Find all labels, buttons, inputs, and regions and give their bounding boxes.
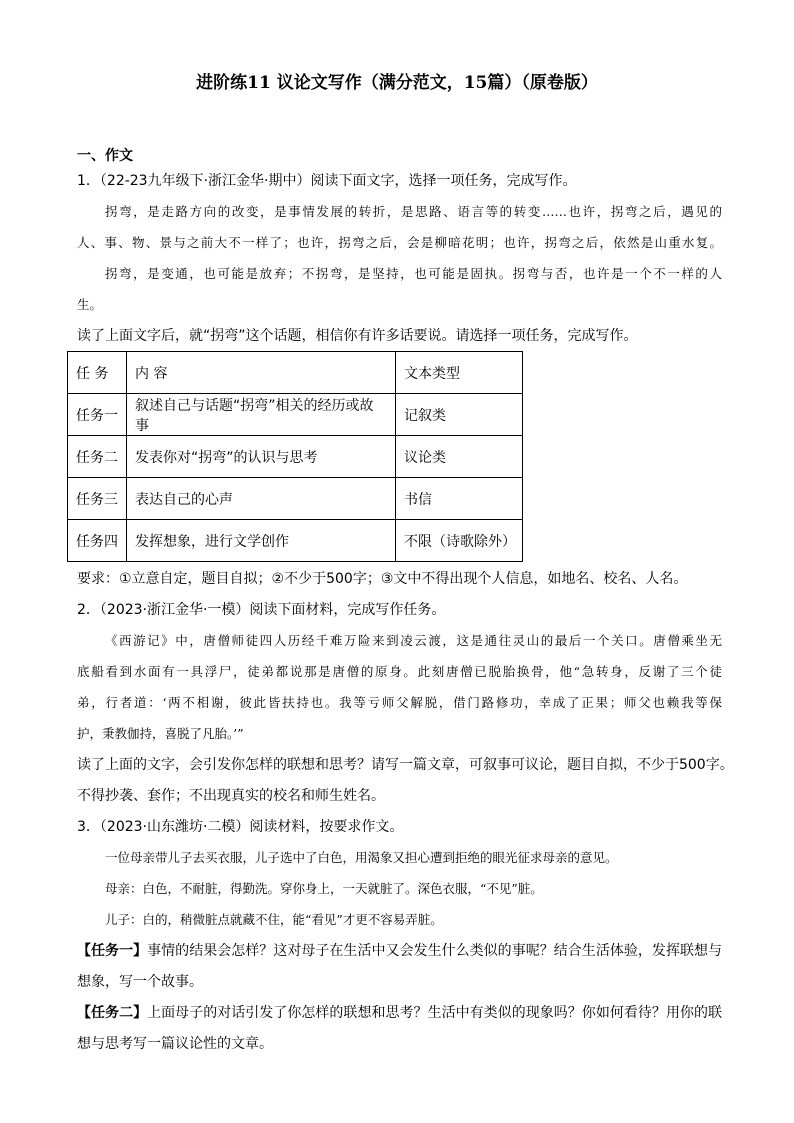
task-2-line	[77, 1003, 722, 1023]
table-cell: 表达自己的心声	[127, 478, 396, 520]
task-1-text: 事情的结果会怎样？这对母子在生活中又会发生什么类似的事呢？结合生活体验，发挥联想与	[147, 943, 723, 959]
table-cell: 不限（诗歌除外）	[396, 520, 523, 562]
table-header-row	[68, 352, 523, 394]
question-3-stem: 3．（2023·山东潍坊·二模）阅读材料，按要求作文。	[77, 819, 404, 835]
question-2-prompt: 不得抄袭、套作；不出现真实的校名和师生姓名。	[77, 788, 385, 804]
question-2-stem: 2．（2023·浙江金华·一模）阅读下面材料，完成写作任务。	[77, 602, 446, 618]
table-header-cell: 内 容	[127, 352, 396, 394]
table-cell: 议论类	[396, 436, 523, 478]
table-row	[68, 394, 523, 436]
table-header-cell: 文本类型	[396, 352, 523, 394]
q2-passage-line: 弟，行者道：‘两不相谢，彼此皆扶持也。我等亏师父解脱，借门路修功，幸成了正果；师父也赖我等保	[77, 695, 722, 710]
table-row	[68, 436, 523, 478]
q1-passage-line: 拐弯，是变通，也可能是放弃；不拐弯，是坚持，也可能是固执。拐弯与否，也许是一个不一样的人	[105, 266, 722, 281]
table-cell: 书信	[396, 478, 523, 520]
table-row	[68, 478, 523, 520]
section-heading: 一、作文	[77, 148, 133, 164]
question-1-stem: 1．（22-23九年级下·浙江金华·期中）阅读下面文字，选择一项任务，完成写作。	[77, 173, 577, 189]
table-cell: 任务四	[68, 520, 127, 562]
question-1-requirement: 要求：①立意自定，题目自拟；②不少于500字；③文中不得出现个人信息，如地名、校名、人名。	[77, 571, 688, 587]
q3-passage-line: 儿子：白的，稍微脏点就藏不住，能“看见”才更不容易弄脏。	[105, 912, 443, 927]
question-1-prompt: 读了上面文字后，就“拐弯”这个话题，相信你有许多话要说。请选择一项任务，完成写作。	[77, 328, 638, 344]
table-cell: 发表你对“拐弯”的认识与思考	[127, 436, 396, 478]
question-2-prompt: 读了上面的文字，会引发你怎样的联想和思考？请写一篇文章，可叙事可议论，题目自拟，不少于500字。	[77, 757, 734, 773]
task-1-label: 【任务一】	[77, 943, 148, 959]
q1-passage-line: 生。	[77, 297, 103, 312]
task-2-text: 上面母子的对话引发了你怎样的联想和思考？生活中有类似的现象吗？你如何看待？用你的联	[147, 1005, 723, 1021]
task-1-line	[77, 941, 722, 961]
table-row	[68, 520, 523, 562]
table-cell: 任务二	[68, 436, 127, 478]
table-cell: 发挥想象，进行文学创作	[127, 520, 396, 562]
table-cell: 任务一	[68, 394, 127, 436]
task-table	[67, 351, 523, 562]
q3-passage-line: 母亲：白色，不耐脏，得勤洗。穿你身上，一天就脏了。深色衣服，“不见”脏。	[105, 881, 543, 896]
task-2-label: 【任务二】	[77, 1005, 148, 1021]
task-2-text: 想与思考写一篇议论性的文章。	[77, 1036, 273, 1052]
task-1-text: 想象，写一个故事。	[77, 974, 203, 990]
page-title: 进阶练11 议论文写作（满分范文，15篇）（原卷版）	[196, 73, 598, 93]
table-cell: 任务三	[68, 478, 127, 520]
table-cell: 叙述自己与话题“拐弯”相关的经历或故事	[127, 394, 396, 436]
q2-passage-line: 护，秉教伽持，喜脱了凡胎。’”	[77, 726, 244, 741]
q1-passage-line: 人、事、物、景与之前大不一样了；也许，拐弯之后，会是柳暗花明；也许，拐弯之后，依然是山重水复。	[77, 235, 722, 250]
q2-passage-line: 《西游记》中，唐僧师徒四人历经千难万险来到凌云渡，这是通往灵山的最后一个关口。唐僧乘坐无	[105, 633, 722, 648]
q1-passage-line: 拐弯，是走路方向的改变，是事情发展的转折，是思路、语言等的转变……也许，拐弯之后，遇见的	[105, 204, 722, 219]
table-cell: 记叙类	[396, 394, 523, 436]
q2-passage-line: 底船看到水面有一具浮尸，徒弟都说那是唐僧的原身。此刻唐僧已脱胎换骨，他“急转身，反谢了三个徒	[77, 664, 722, 679]
table-header-cell: 任 务	[68, 352, 127, 394]
q3-passage-line: 一位母亲带儿子去买衣服，儿子选中了白色，用渴象又担心遭到拒绝的眼光征求母亲的意见。	[105, 850, 618, 865]
